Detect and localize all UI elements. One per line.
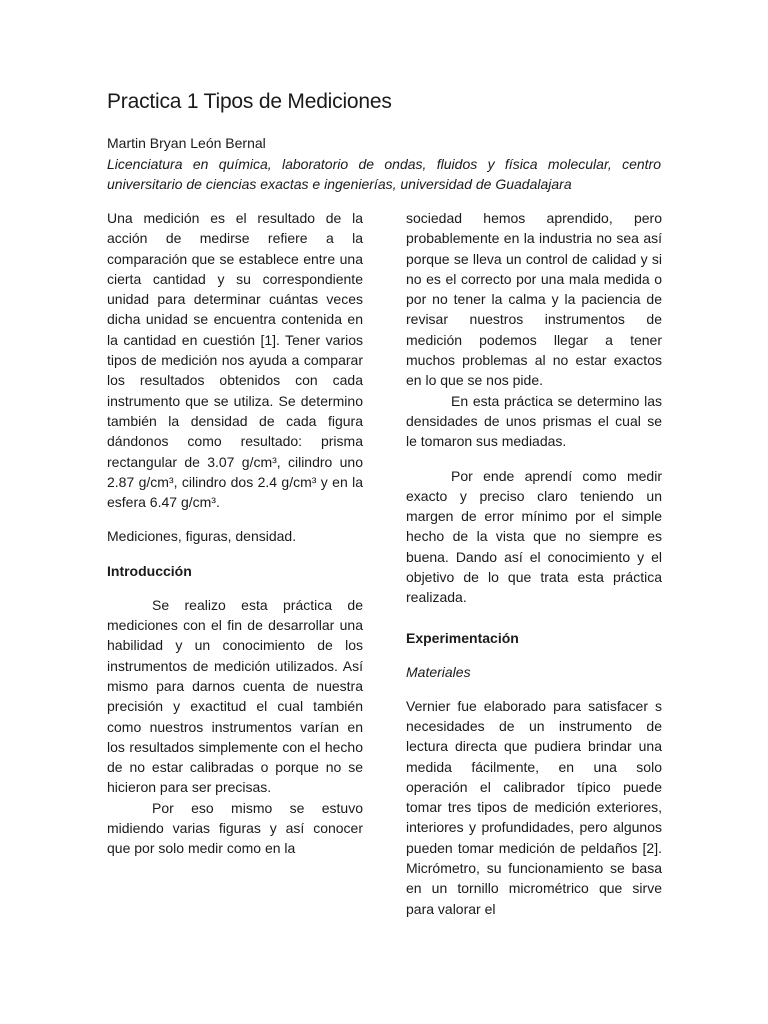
intro-paragraph-2-end: sociedad hemos aprendido, pero probablemente en la industria no sea así porque se lleva un control de calidad y si no es el correcto por una mala medida o por no tener la calma y la paciencia de revisar nuestros instrumentos de medición podemos llegar a tener muchos problemas al no estar exactos en lo que se nos pide. <box>406 210 662 389</box>
experimentation-heading: Experimentación <box>406 629 519 646</box>
left-column <box>107 208 363 859</box>
introduction-heading: Introducción <box>107 562 192 579</box>
keywords: Mediciones, figuras, densidad. <box>107 528 297 545</box>
intro-paragraph-1: Se realizo esta práctica de mediciones con el fin de desarrollar una habilidad y un conocimiento de los instrumentos de medición utilizados. Así mismo para darnos cuenta de nuestra precisión y exactitud el cual también como nuestros instrumentos varían en los resultados simplemente con el hecho de no estar calibradas o porque no se hicieron para ser precisas. <box>107 596 363 796</box>
materials-heading: Materiales <box>406 663 471 680</box>
intro-paragraph-2-start: Por eso mismo se estuvo midiendo varias figuras y así conocer que por solo medir como en la <box>107 799 363 857</box>
paper-title: Practica 1 Tipos de Mediciones <box>107 90 392 113</box>
abstract-paragraph: Una medición es el resultado de la acción de medirse refiere a la comparación que se establece entre una cierta cantidad y su correspondiente unidad para determinar cuántas veces dicha unidad se encuentra contenida en la cantidad en cuestión [1]. Tener varios tipos de medición nos ayuda a comparar los resultados obtenidos con cada instrumento que se utiliza. Se determino también la densidad de cada figura dándonos como resultado: prisma rectangular de 3.07 g/cm³, cilindro uno 2.87 g/cm³, cilindro dos 2.4 g/cm³ y en la esfera 6.47 g/cm³. <box>107 210 363 511</box>
right-column <box>406 208 662 919</box>
materials-paragraph: Vernier fue elaborado para satisfacer s necesidades de un instrumento de lectura directa que pudiera brindar una medida fácilmente, en una solo operación el calibrador típico puede tomar tres tipos de medición exteriores, interiores y profundidades, pero algunos pueden tomar medición de peldaños [2]. Micrómetro, su funcionamiento se basa en un tornillo micrométrico que sirve para valorar el <box>406 697 662 917</box>
intro-paragraph-3: En esta práctica se determino las densidades de unos prismas el cual se le tomaron sus mediadas. <box>406 392 662 450</box>
author-affiliation: Licenciatura en química, laboratorio de ondas, fluidos y física molecular, centro universitario de ciencias exactas e ingenierías, universidad de Guadalajara <box>107 156 661 192</box>
intro-paragraph-4: Por ende aprendí como medir exacto y preciso claro teniendo un margen de error mínimo por el simple hecho de la vista que no siempre es buena. Dando así el conocimiento y el objetivo de lo que trata esta práctica realizada. <box>406 467 662 606</box>
author-name: Martin Bryan León Bernal <box>107 135 266 151</box>
